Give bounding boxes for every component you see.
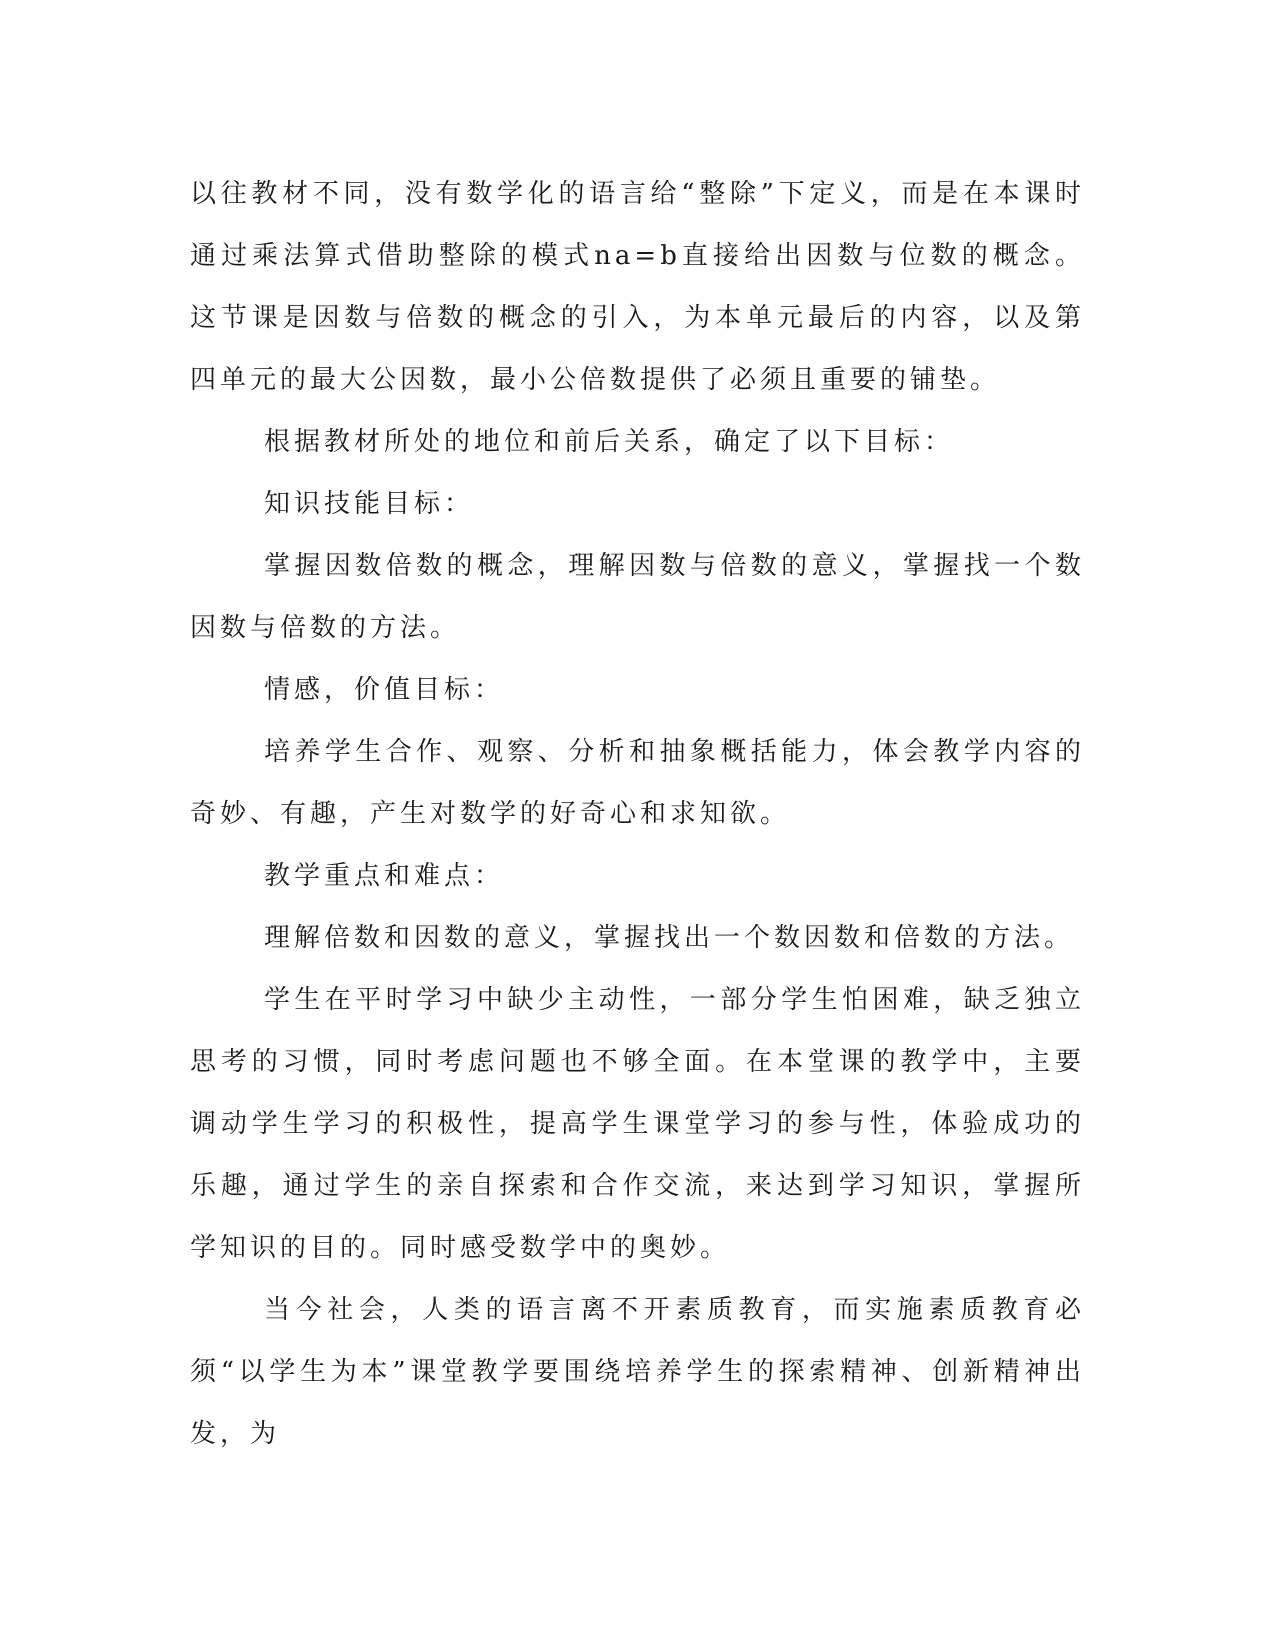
paragraph-1: 以往教材不同，没有数学化的语言给“整除”下定义，而是在本课时通过乘法算式借助整除的模式na=b直接给出因数与位数的概念。这节课是因数与倍数的概念的引入，为本单元最后的内容，以及第四单元的最大公因数，最小公倍数提供了必须且重要的铺垫。 xyxy=(190,179,1085,395)
paragraph-7: 教学重点和难点： xyxy=(264,861,505,891)
paragraph-2: 根据教材所处的地位和前后关系，确定了以下目标： xyxy=(264,427,955,457)
document-body xyxy=(190,163,1085,1465)
paragraph-5: 情感，价值目标： xyxy=(264,675,505,705)
paragraph-6: 培养学生合作、观察、分析和抽象概括能力，体会教学内容的奇妙、有趣，产生对数学的好奇心和求知欲。 xyxy=(190,737,1085,829)
paragraph-9: 学生在平时学习中缺少主动性，一部分学生怕困难，缺乏独立思考的习惯，同时考虑问题也不够全面。在本堂课的教学中，主要调动学生学习的积极性，提高学生课堂学习的参与性，体验成功的乐趣，通过学生的亲自探索和合作交流，来达到学习知识，掌握所学知识的目的。同时感受数学中的奥妙。 xyxy=(190,985,1085,1263)
paragraph-8: 理解倍数和因数的意义，掌握找出一个数因数和倍数的方法。 xyxy=(264,923,1075,953)
paragraph-4: 掌握因数倍数的概念，理解因数与倍数的意义，掌握找一个数因数与倍数的方法。 xyxy=(190,551,1085,643)
paragraph-10: 当今社会，人类的语言离不开素质教育，而实施素质教育必须“以学生为本”课堂教学要围绕培养学生的探索精神、创新精神出发，为 xyxy=(190,1295,1085,1449)
paragraph-3: 知识技能目标： xyxy=(264,489,475,519)
